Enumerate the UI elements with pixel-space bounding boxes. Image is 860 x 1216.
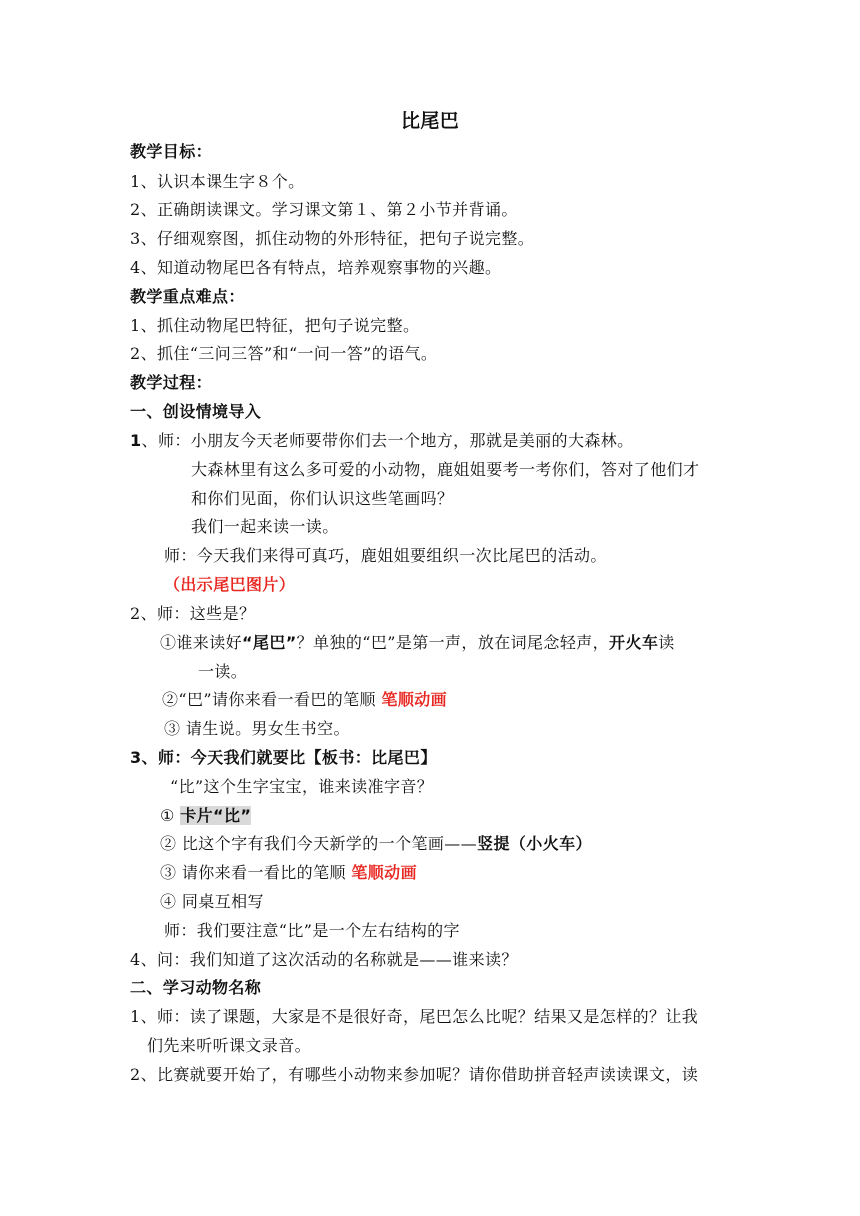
section2-p2-line1: 2、比赛就要开始了，有哪些小动物来参加呢？请你借助拼音轻声读读课文，读 [130, 1065, 699, 1084]
show-tail-pictures-cue: （出示尾巴图片） [164, 575, 296, 594]
document-title: 比尾巴 [401, 110, 460, 132]
step3-note: 师：我们要注意“比”是一个左右结构的字 [164, 921, 460, 940]
step3-item-4: ④ 同桌互相写 [160, 892, 264, 911]
step4-line: 4、问：我们知道了这次活动的名称就是——谁来读？ [130, 950, 518, 969]
step3-item-3 [160, 862, 417, 884]
keypoint-item: 2、抓住“三问三答”和“一问一答”的语气。 [130, 344, 438, 363]
card-bi-highlight: 卡片“比” [180, 806, 252, 825]
step1-text: 、师：小朋友今天老师要带你们去一个地方，那就是美丽的大森林。 [141, 431, 634, 450]
section2-heading: 二、学习动物名称 [130, 978, 262, 997]
step2-line: 2、师：这些是？ [130, 604, 256, 623]
step1-line5: 师：今天我们来得可真巧，鹿姐姐要组织一次比尾巴的活动。 [164, 546, 607, 565]
step2-a-bold-train: 开火车 [609, 633, 659, 652]
step3-item-2-bold: 竖提（小火车） [477, 834, 592, 853]
objectives-heading: 教学目标： [130, 142, 213, 161]
stroke-animation-link: 笔顺动画 [381, 690, 448, 709]
step3-item-1-num: ① [160, 806, 175, 825]
process-heading: 教学过程： [130, 373, 213, 392]
step2-item-b [162, 689, 447, 711]
step1-number: 1 [130, 431, 142, 450]
step2-a-post: 读 [658, 633, 675, 652]
step1-line4: 我们一起来读一读。 [191, 517, 339, 536]
keypoints-heading: 教学重点难点： [130, 287, 245, 306]
keypoint-item: 1、抓住动物尾巴特征，把句子说完整。 [130, 316, 420, 335]
step1-line [130, 430, 634, 452]
section2-p1-line1: 1、师：读了课题，大家是不是很好奇，尾巴怎么比呢？结果又是怎样的？让我 [130, 1007, 699, 1026]
step2-a-mid: ？单独的“巴”是第一声，放在词尾念轻声， [296, 633, 610, 652]
step1-line3: 和你们见面，你们认识这些笔画吗？ [191, 489, 454, 508]
step3-heading: 3、师：今天我们就要比【板书：比尾巴】 [130, 748, 437, 767]
step1-line2: 大森林里有这么多可爱的小动物，鹿姐姐要考一考你们，答对了他们才 [191, 460, 700, 479]
objective-item: 4、知道动物尾巴各有特点，培养观察事物的兴趣。 [130, 258, 502, 277]
section2-p1-line2: 们先来听听课文录音。 [147, 1036, 312, 1055]
step2-item-a [160, 632, 675, 654]
step2-a-bold-tail: “尾巴” [242, 633, 297, 652]
step2-b-text: ②“巴”请你来看一看巴的笔顺 [162, 690, 382, 709]
stroke-animation-link: 笔顺动画 [351, 863, 417, 882]
objective-item: 3、仔细观察图，抓住动物的外形特征，把句子说完整。 [130, 229, 535, 248]
step3-item-2-text: ② 比这个字有我们今天新学的一个笔画—— [160, 834, 478, 853]
step3-line2: “比”这个生字宝宝，谁来读准字音？ [170, 777, 434, 796]
step3-item-1 [160, 805, 251, 827]
objective-item: 2、正确朗读课文。学习课文第１、第２小节并背诵。 [130, 200, 518, 219]
step2-item-c: ③ 请生说。男女生书空。 [164, 719, 350, 738]
step2-item-a-line2: 一读。 [198, 662, 248, 681]
section1-heading: 一、创设情境导入 [130, 402, 262, 421]
objective-item: 1、认识本课生字８个。 [130, 172, 305, 191]
step2-a-text: ①谁来读好 [160, 633, 243, 652]
step3-item-2 [160, 833, 592, 855]
step3-item-3-text: ③ 请你来看一看比的笔顺 [160, 863, 352, 882]
